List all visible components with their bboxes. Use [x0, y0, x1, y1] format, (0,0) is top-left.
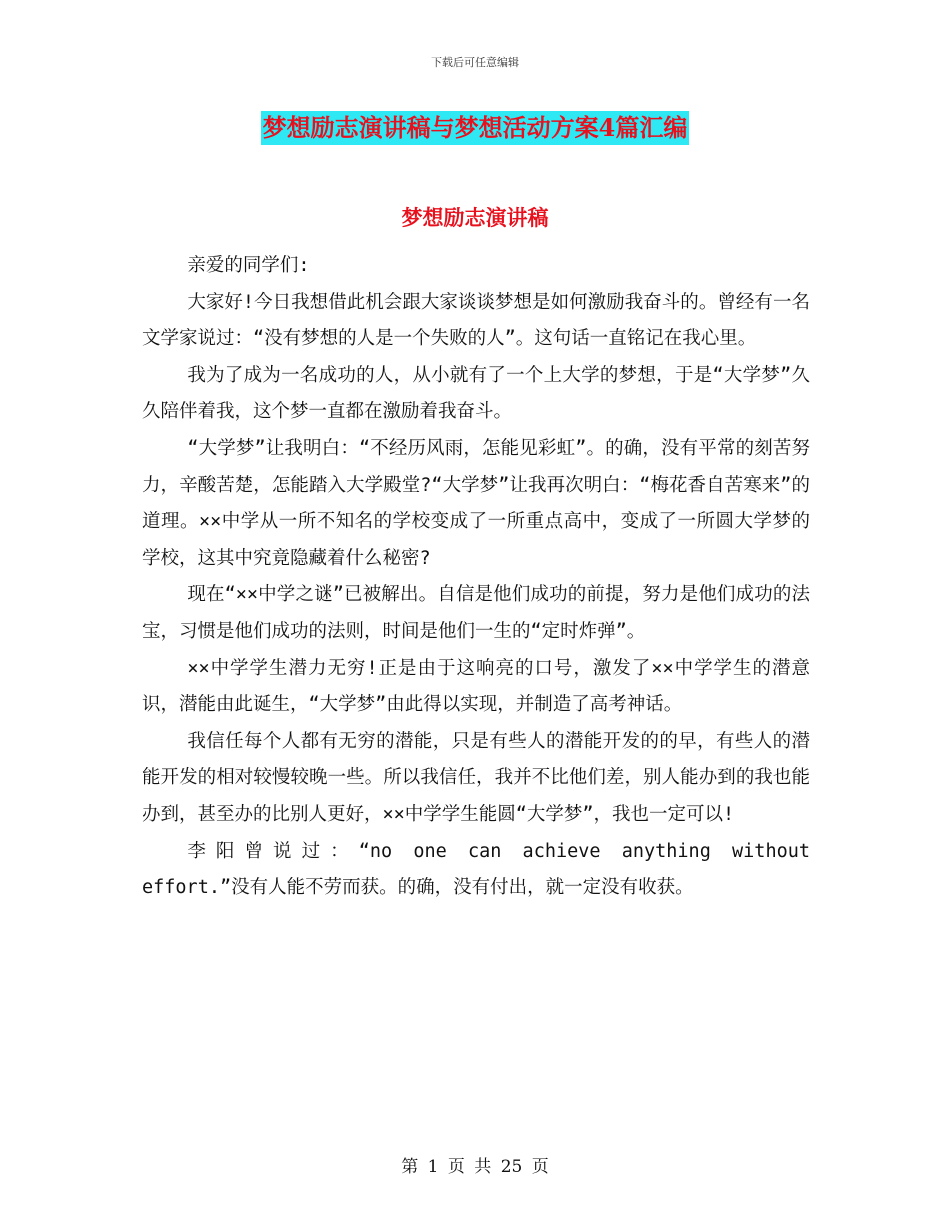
- paragraph: 现在“××中学之谜”已被解出。自信是他们成功的前提，努力是他们成功的法宝，习惯是他们成功的法则，时间是他们一生的“定时炸弹”。: [142, 584, 810, 642]
- paragraph: “大学梦”让我明白：“不经历风雨，怎能见彩虹”。的确，没有平常的刻苦努力，辛酸苦楚，怎能踏入大学殿堂?“大学梦”让我再次明白：“梅花香自苦寒来”的道理。××中学从一所不知名的学校变成了一所重点高中，变成了一所圆大学梦的学校，这其中究竟隐藏着什么秘密?: [142, 437, 810, 569]
- paragraph: 大家好!今日我想借此机会跟大家谈谈梦想是如何激励我奋斗的。曾经有一名文学家说过：“没有梦想的人是一个失败的人”。这句话一直铭记在我心里。: [142, 291, 810, 350]
- paragraph: 李阳曾说过：“no one can achieve anything without effort.”没有人能不劳而获。的确，没有付出，就一定没有收获。: [142, 840, 810, 899]
- paragraph: 亲爱的同学们:: [187, 255, 310, 276]
- page-footer: 第 1 页 共 25 页: [401, 1157, 549, 1177]
- paragraph: 我信任每个人都有无穷的潜能，只是有些人的潜能开发的的早，有些人的潜能开发的相对较慢较晚一些。所以我信任，我并不比他们差，别人能办到的我也能办到，甚至办的比别人更好，××中学学生能圆“大学梦”，我也一定可以!: [142, 730, 810, 825]
- paragraph: 我为了成为一名成功的人，从小就有了一个上大学的梦想，于是“大学梦”久久陪伴着我，这个梦一直都在激励着我奋斗。: [142, 364, 810, 423]
- header-note: 下载后可任意编辑: [431, 56, 519, 69]
- paragraph: ××中学学生潜力无穷!正是由于这响亮的口号，激发了××中学学生的潜意识，潜能由此诞生，“大学梦”由此得以实现，并制造了高考神话。: [142, 657, 810, 716]
- body-text: [142, 248, 810, 907]
- main-title-wrap: [0, 111, 950, 145]
- main-title: 梦想励志演讲稿与梦想活动方案4篇汇编: [261, 111, 690, 145]
- section-title: 梦想励志演讲稿: [401, 205, 549, 230]
